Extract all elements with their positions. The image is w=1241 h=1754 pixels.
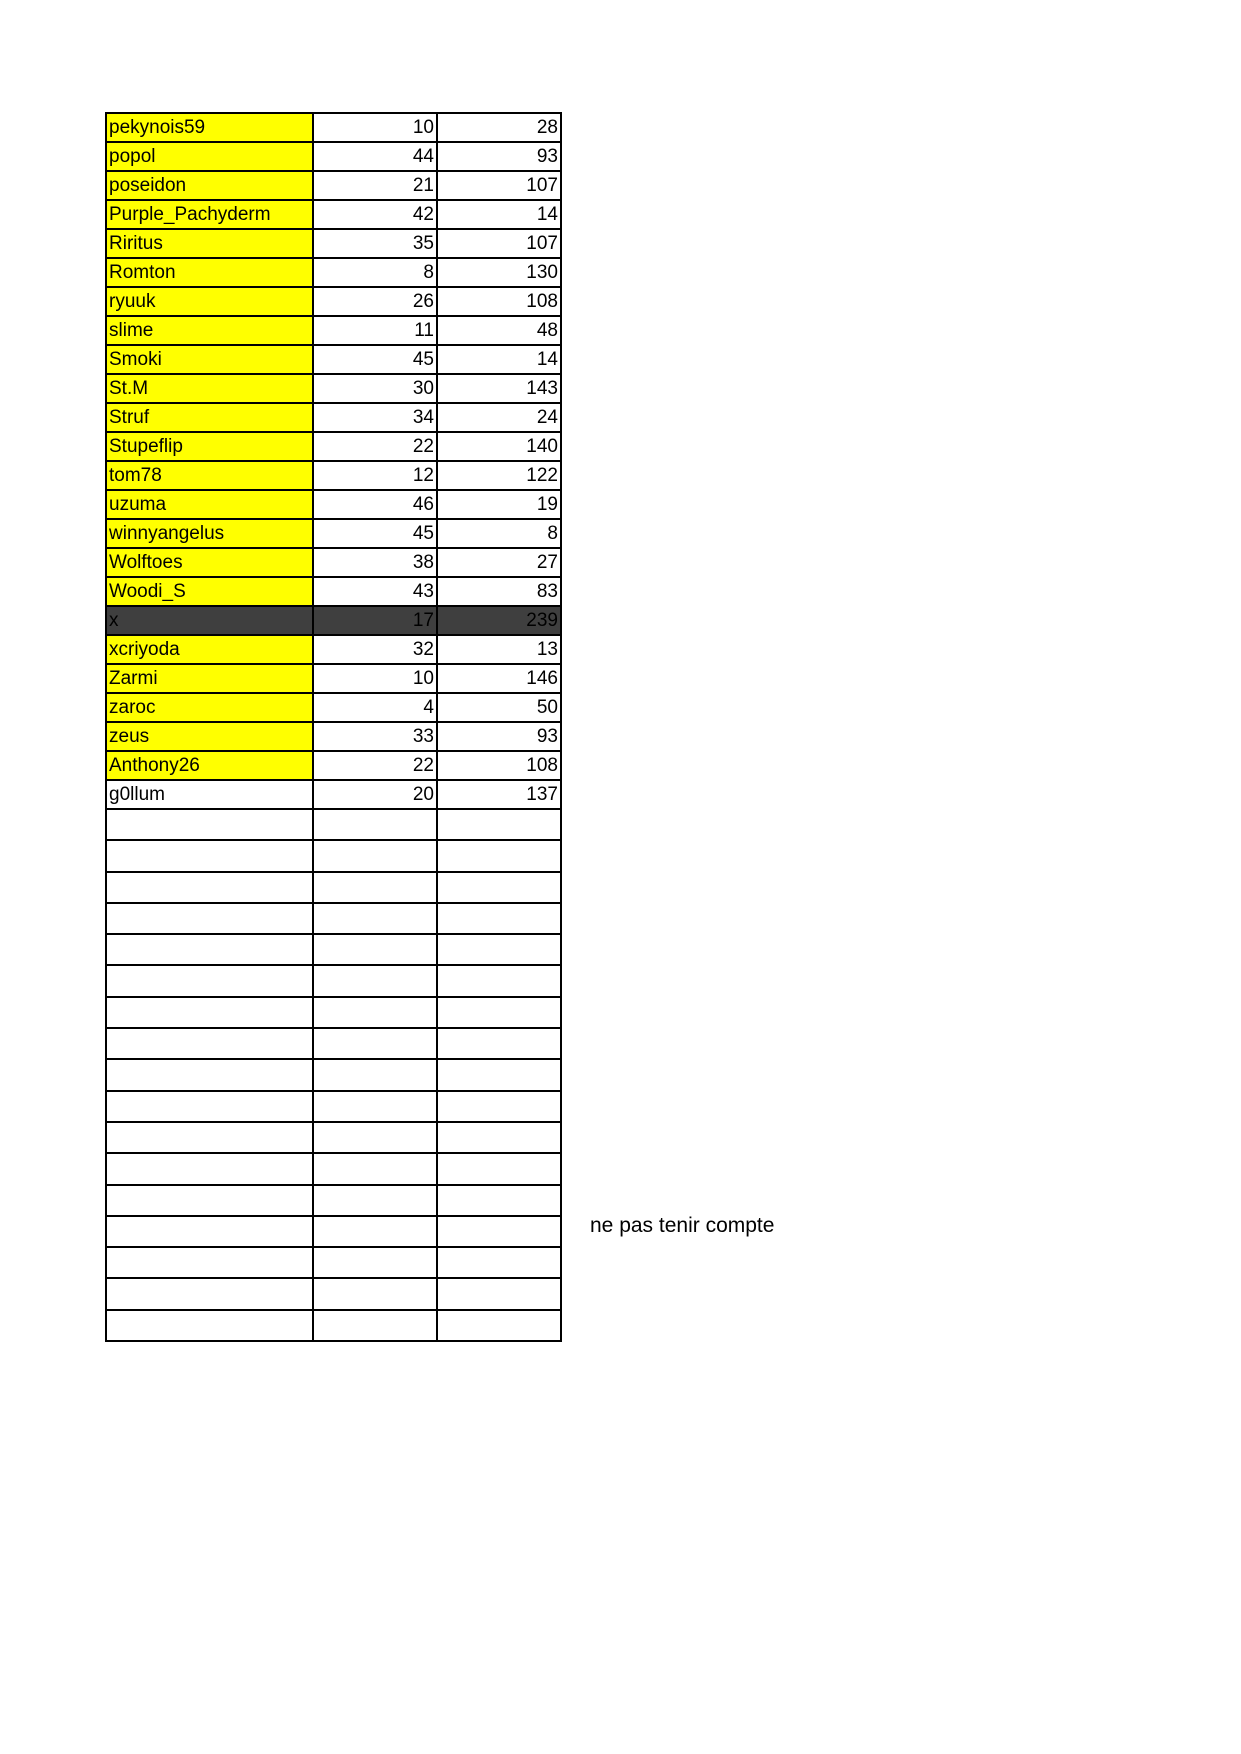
table-row <box>106 403 561 432</box>
empty-cell[interactable] <box>106 1278 313 1309</box>
cell-name[interactable]: slime <box>106 316 313 345</box>
empty-cell[interactable] <box>313 1216 437 1247</box>
cell-value-b[interactable]: 24 <box>437 403 561 432</box>
cell-name[interactable]: Riritus <box>106 229 313 258</box>
empty-cell[interactable] <box>106 1310 313 1341</box>
table-row <box>106 751 561 780</box>
cell-value-b[interactable]: 146 <box>437 664 561 693</box>
cell-name[interactable]: Zarmi <box>106 664 313 693</box>
table-row <box>106 142 561 171</box>
table-row <box>106 519 561 548</box>
empty-cell[interactable] <box>106 903 313 934</box>
cell-value-b[interactable]: 28 <box>437 113 561 142</box>
empty-cell[interactable] <box>106 934 313 965</box>
table-row <box>106 316 561 345</box>
empty-cell[interactable] <box>106 1247 313 1278</box>
empty-cell[interactable] <box>437 1122 561 1153</box>
cell-value-b[interactable]: 137 <box>437 780 561 809</box>
cell-name[interactable]: Woodi_S <box>106 577 313 606</box>
cell-value-b[interactable]: 108 <box>437 751 561 780</box>
empty-cell[interactable] <box>437 1310 561 1341</box>
empty-cell[interactable] <box>106 872 313 903</box>
cell-name[interactable]: Purple_Pachyderm <box>106 200 313 229</box>
table-row <box>106 258 561 287</box>
cell-value-a[interactable]: 17 <box>313 606 437 635</box>
table-row <box>106 229 561 258</box>
cell-name[interactable]: zeus <box>106 722 313 751</box>
cell-value-a[interactable]: 38 <box>313 548 437 577</box>
empty-cell[interactable] <box>437 872 561 903</box>
empty-cell[interactable] <box>437 997 561 1028</box>
empty-cell[interactable] <box>437 1278 561 1309</box>
empty-table-row <box>106 1310 561 1341</box>
cell-value-a[interactable]: 12 <box>313 461 437 490</box>
table-row <box>106 113 561 142</box>
table-row <box>106 722 561 751</box>
empty-table-row <box>106 809 561 840</box>
empty-cell[interactable] <box>437 1091 561 1122</box>
empty-table-row <box>106 1059 561 1090</box>
cell-name[interactable]: zaroc <box>106 693 313 722</box>
cell-name[interactable]: xcriyoda <box>106 635 313 664</box>
empty-cell[interactable] <box>313 1185 437 1216</box>
cell-name[interactable]: poseidon <box>106 171 313 200</box>
cell-value-a[interactable]: 10 <box>313 113 437 142</box>
empty-cell[interactable] <box>313 1310 437 1341</box>
cell-value-a[interactable]: 32 <box>313 635 437 664</box>
table-row <box>106 374 561 403</box>
cell-value-a[interactable]: 44 <box>313 142 437 171</box>
empty-cell[interactable] <box>313 1122 437 1153</box>
empty-cell[interactable] <box>313 965 437 996</box>
table-row <box>106 432 561 461</box>
cell-value-a[interactable]: 35 <box>313 229 437 258</box>
table-row <box>106 287 561 316</box>
empty-cell[interactable] <box>437 1059 561 1090</box>
cell-value-b[interactable]: 108 <box>437 287 561 316</box>
empty-table-row <box>106 840 561 871</box>
empty-cell[interactable] <box>313 1278 437 1309</box>
table-row <box>106 664 561 693</box>
empty-cell[interactable] <box>437 1247 561 1278</box>
cell-value-b[interactable]: 14 <box>437 200 561 229</box>
cell-value-b[interactable]: 14 <box>437 345 561 374</box>
cell-value-b[interactable]: 19 <box>437 490 561 519</box>
cell-name[interactable]: Struf <box>106 403 313 432</box>
cell-name[interactable]: Stupeflip <box>106 432 313 461</box>
empty-cell[interactable] <box>313 1059 437 1090</box>
cell-value-a[interactable]: 34 <box>313 403 437 432</box>
table-row <box>106 693 561 722</box>
table-row <box>106 490 561 519</box>
table-row <box>106 548 561 577</box>
cell-value-a[interactable]: 22 <box>313 432 437 461</box>
empty-cell[interactable] <box>106 965 313 996</box>
cell-value-a[interactable]: 21 <box>313 171 437 200</box>
cell-value-a[interactable]: 11 <box>313 316 437 345</box>
empty-cell[interactable] <box>313 1247 437 1278</box>
cell-name[interactable]: x <box>106 606 313 635</box>
empty-cell[interactable] <box>106 1091 313 1122</box>
table-row <box>106 461 561 490</box>
table-row <box>106 780 561 809</box>
cell-value-b[interactable]: 50 <box>437 693 561 722</box>
empty-cell[interactable] <box>106 1153 313 1184</box>
table-row <box>106 200 561 229</box>
empty-cell[interactable] <box>313 1028 437 1059</box>
cell-value-a[interactable]: 26 <box>313 287 437 316</box>
cell-value-b[interactable]: 140 <box>437 432 561 461</box>
cell-name[interactable]: popol <box>106 142 313 171</box>
empty-cell[interactable] <box>106 1028 313 1059</box>
empty-cell[interactable] <box>106 809 313 840</box>
empty-table-row <box>106 1153 561 1184</box>
cell-value-a[interactable]: 4 <box>313 693 437 722</box>
empty-cell[interactable] <box>437 1185 561 1216</box>
cell-value-b[interactable]: 93 <box>437 722 561 751</box>
cell-value-b[interactable]: 48 <box>437 316 561 345</box>
cell-value-b[interactable]: 13 <box>437 635 561 664</box>
cell-value-a[interactable]: 45 <box>313 519 437 548</box>
empty-cell[interactable] <box>313 840 437 871</box>
cell-name[interactable]: pekynois59 <box>106 113 313 142</box>
empty-cell[interactable] <box>437 934 561 965</box>
empty-table-row <box>106 1247 561 1278</box>
note-text: ne pas tenir compte <box>590 1214 775 1237</box>
cell-value-a[interactable]: 30 <box>313 374 437 403</box>
spreadsheet-table <box>105 112 562 1342</box>
cell-value-a[interactable]: 43 <box>313 577 437 606</box>
table-row <box>106 577 561 606</box>
empty-cell[interactable] <box>313 903 437 934</box>
empty-cell[interactable] <box>437 1216 561 1247</box>
cell-name[interactable]: uzuma <box>106 490 313 519</box>
cell-value-b[interactable]: 107 <box>437 229 561 258</box>
empty-cell[interactable] <box>106 997 313 1028</box>
cell-value-b[interactable]: 239 <box>437 606 561 635</box>
empty-cell[interactable] <box>313 997 437 1028</box>
cell-name[interactable]: g0llum <box>106 780 313 809</box>
empty-cell[interactable] <box>437 809 561 840</box>
empty-table-row <box>106 965 561 996</box>
cell-name[interactable]: Anthony26 <box>106 751 313 780</box>
cell-name[interactable]: tom78 <box>106 461 313 490</box>
cell-value-b[interactable]: 8 <box>437 519 561 548</box>
empty-cell[interactable] <box>313 934 437 965</box>
empty-table-row <box>106 1091 561 1122</box>
cell-value-a[interactable]: 22 <box>313 751 437 780</box>
empty-cell[interactable] <box>437 965 561 996</box>
empty-cell[interactable] <box>106 1185 313 1216</box>
cell-value-b[interactable]: 27 <box>437 548 561 577</box>
empty-cell[interactable] <box>106 1122 313 1153</box>
cell-name[interactable]: Romton <box>106 258 313 287</box>
cell-value-b[interactable]: 130 <box>437 258 561 287</box>
empty-table-row <box>106 1278 561 1309</box>
empty-cell[interactable] <box>106 1216 313 1247</box>
table-row <box>106 345 561 374</box>
empty-cell[interactable] <box>313 809 437 840</box>
empty-table-row <box>106 872 561 903</box>
cell-name[interactable]: winnyangelus <box>106 519 313 548</box>
empty-cell[interactable] <box>437 903 561 934</box>
cell-value-a[interactable]: 46 <box>313 490 437 519</box>
cell-name[interactable]: Smoki <box>106 345 313 374</box>
spreadsheet-body <box>106 113 561 1341</box>
empty-cell[interactable] <box>106 840 313 871</box>
empty-table-row <box>106 1122 561 1153</box>
empty-table-row <box>106 903 561 934</box>
cell-value-a[interactable]: 8 <box>313 258 437 287</box>
cell-value-a[interactable]: 33 <box>313 722 437 751</box>
cell-name[interactable]: Wolftoes <box>106 548 313 577</box>
empty-cell[interactable] <box>437 840 561 871</box>
table-row <box>106 606 561 635</box>
table-row <box>106 171 561 200</box>
empty-table-row <box>106 997 561 1028</box>
cell-value-b[interactable]: 122 <box>437 461 561 490</box>
cell-name[interactable]: ryuuk <box>106 287 313 316</box>
cell-value-a[interactable]: 20 <box>313 780 437 809</box>
cell-value-b[interactable]: 107 <box>437 171 561 200</box>
cell-value-a[interactable]: 10 <box>313 664 437 693</box>
empty-cell[interactable] <box>437 1153 561 1184</box>
empty-cell[interactable] <box>106 1059 313 1090</box>
empty-cell[interactable] <box>313 1153 437 1184</box>
empty-table-row <box>106 1028 561 1059</box>
table-row <box>106 635 561 664</box>
empty-cell[interactable] <box>313 1091 437 1122</box>
empty-table-row <box>106 934 561 965</box>
cell-name[interactable]: St.M <box>106 374 313 403</box>
cell-value-a[interactable]: 45 <box>313 345 437 374</box>
cell-value-b[interactable]: 93 <box>437 142 561 171</box>
empty-table-row <box>106 1185 561 1216</box>
cell-value-b[interactable]: 143 <box>437 374 561 403</box>
empty-cell[interactable] <box>437 1028 561 1059</box>
empty-table-row <box>106 1216 561 1247</box>
cell-value-b[interactable]: 83 <box>437 577 561 606</box>
cell-value-a[interactable]: 42 <box>313 200 437 229</box>
empty-cell[interactable] <box>313 872 437 903</box>
